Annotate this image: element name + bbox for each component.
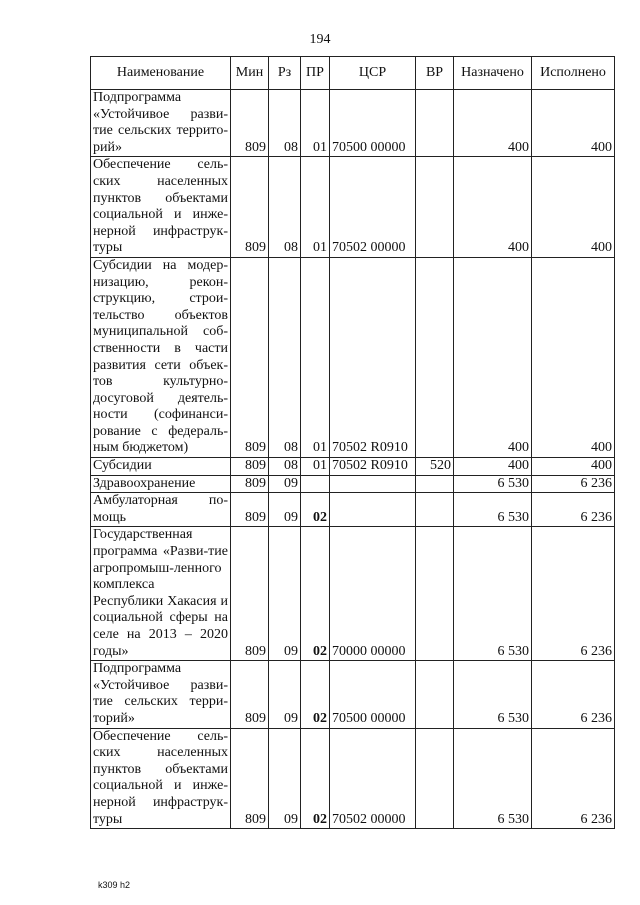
col-header-rz: Рз xyxy=(269,57,301,90)
table-row xyxy=(91,90,615,157)
cell-csr: 70500 00000 xyxy=(330,661,416,728)
table-header-row xyxy=(91,57,615,90)
cell-assigned: 6 530 xyxy=(454,527,532,661)
cell-assigned: 6 530 xyxy=(454,475,532,493)
cell-name: Подпрограмма «Устойчивое разви-тие сельских терри-торий» xyxy=(91,661,231,728)
budget-table xyxy=(90,56,615,829)
page-number: 194 xyxy=(309,32,331,47)
cell-csr: 70500 00000 xyxy=(330,90,416,157)
cell-rz: 08 xyxy=(269,257,301,457)
cell-vr xyxy=(416,527,454,661)
cell-min: 809 xyxy=(231,493,269,527)
cell-min: 809 xyxy=(231,661,269,728)
cell-min: 809 xyxy=(231,157,269,258)
cell-rz: 08 xyxy=(269,90,301,157)
cell-rz: 09 xyxy=(269,728,301,829)
cell-vr xyxy=(416,257,454,457)
cell-name: Обеспечение сель-ских населенных пунктов объектами социальной и инже-нерной инфраструк-туры xyxy=(91,728,231,829)
cell-name: Обеспечение сель-ских населенных пунктов объектами социальной и инже-нерной инфраструк-туры xyxy=(91,157,231,258)
cell-vr xyxy=(416,157,454,258)
cell-vr xyxy=(416,90,454,157)
cell-min: 809 xyxy=(231,475,269,493)
cell-min: 809 xyxy=(231,458,269,476)
table-row xyxy=(91,257,615,457)
cell-csr: 70502 R0910 xyxy=(330,257,416,457)
table-row xyxy=(91,661,615,728)
col-header-min: Мин xyxy=(231,57,269,90)
cell-executed: 400 xyxy=(532,458,615,476)
table-row xyxy=(91,493,615,527)
cell-pr: 02 xyxy=(301,661,330,728)
cell-assigned: 6 530 xyxy=(454,661,532,728)
cell-pr: 02 xyxy=(301,493,330,527)
cell-csr: 70502 00000 xyxy=(330,157,416,258)
cell-min: 809 xyxy=(231,728,269,829)
cell-min: 809 xyxy=(231,90,269,157)
cell-pr xyxy=(301,475,330,493)
cell-assigned: 400 xyxy=(454,90,532,157)
cell-vr xyxy=(416,728,454,829)
cell-pr: 01 xyxy=(301,458,330,476)
col-header-pr: ПР xyxy=(301,57,330,90)
col-header-name: Наименование xyxy=(91,57,231,90)
cell-assigned: 6 530 xyxy=(454,493,532,527)
cell-name: Государственная программа «Разви-тие агропромыш-ленного комплекса Республики Хакасия и социальной сферы на селе на 2013 – 2020 годы» xyxy=(91,527,231,661)
cell-rz: 09 xyxy=(269,527,301,661)
cell-vr: 520 xyxy=(416,458,454,476)
cell-executed: 400 xyxy=(532,257,615,457)
cell-rz: 09 xyxy=(269,493,301,527)
cell-min: 809 xyxy=(231,257,269,457)
table-row xyxy=(91,157,615,258)
table-body xyxy=(91,90,615,829)
cell-pr: 02 xyxy=(301,728,330,829)
cell-executed: 6 236 xyxy=(532,728,615,829)
cell-name: Субсидии на модер-низацию, рекон-струкцию, строи-тельство объектов муниципальной соб-ственности в части развития сети объек-тов культурно-досуговой деятель-ности (софинанси-рование с федераль-ным бюджетом) xyxy=(91,257,231,457)
cell-executed: 6 236 xyxy=(532,475,615,493)
cell-rz: 08 xyxy=(269,157,301,258)
cell-pr: 02 xyxy=(301,527,330,661)
cell-executed: 400 xyxy=(532,90,615,157)
cell-name: Субсидии xyxy=(91,458,231,476)
table-row xyxy=(91,458,615,476)
cell-assigned: 400 xyxy=(454,157,532,258)
col-header-vr: ВР xyxy=(416,57,454,90)
cell-assigned: 6 530 xyxy=(454,728,532,829)
cell-name: Подпрограмма «Устойчивое разви-тие сельских террито-рий» xyxy=(91,90,231,157)
cell-csr xyxy=(330,493,416,527)
cell-csr: 70000 00000 xyxy=(330,527,416,661)
footer-code: k309 h2 xyxy=(98,880,131,890)
cell-name: Здравоохранение xyxy=(91,475,231,493)
cell-assigned: 400 xyxy=(454,257,532,457)
col-header-assigned: Назначено xyxy=(454,57,532,90)
cell-rz: 08 xyxy=(269,458,301,476)
cell-assigned: 400 xyxy=(454,458,532,476)
cell-pr: 01 xyxy=(301,90,330,157)
cell-executed: 400 xyxy=(532,157,615,258)
cell-rz: 09 xyxy=(269,475,301,493)
cell-executed: 6 236 xyxy=(532,661,615,728)
cell-vr xyxy=(416,493,454,527)
cell-csr xyxy=(330,475,416,493)
cell-min: 809 xyxy=(231,527,269,661)
cell-csr: 70502 00000 xyxy=(330,728,416,829)
cell-pr: 01 xyxy=(301,157,330,258)
cell-csr: 70502 R0910 xyxy=(330,458,416,476)
cell-vr xyxy=(416,661,454,728)
cell-vr xyxy=(416,475,454,493)
cell-executed: 6 236 xyxy=(532,493,615,527)
table-row xyxy=(91,527,615,661)
cell-name: Амбулаторная по-мощь xyxy=(91,493,231,527)
col-header-csr: ЦСР xyxy=(330,57,416,90)
table-row xyxy=(91,728,615,829)
col-header-executed: Исполнено xyxy=(532,57,615,90)
cell-executed: 6 236 xyxy=(532,527,615,661)
table-row xyxy=(91,475,615,493)
cell-rz: 09 xyxy=(269,661,301,728)
cell-pr: 01 xyxy=(301,257,330,457)
